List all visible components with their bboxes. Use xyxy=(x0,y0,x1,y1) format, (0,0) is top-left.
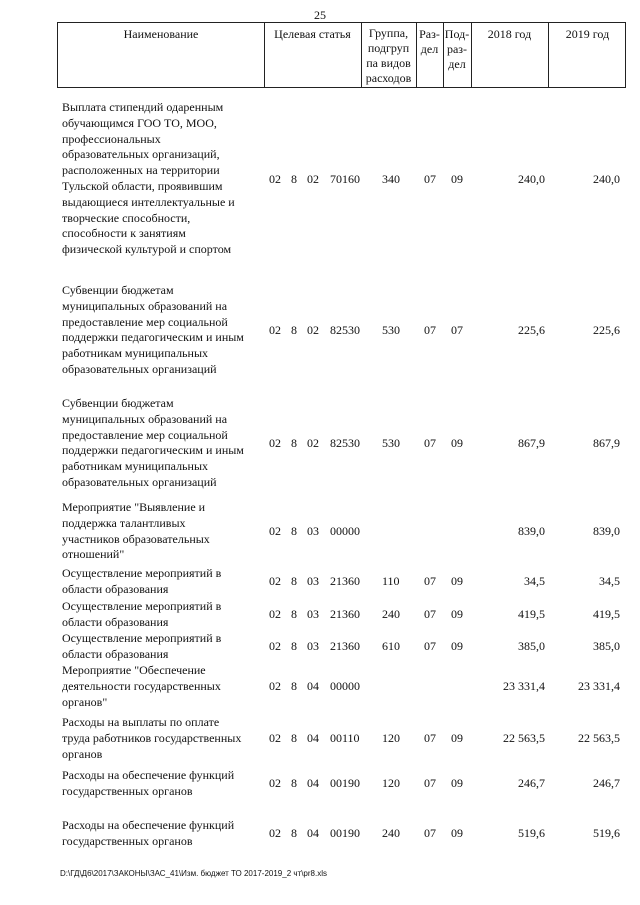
subsection-code: 09 xyxy=(451,435,463,450)
value-2018: 839,0 xyxy=(518,524,545,539)
row-name: Расходы на обеспечение функций государственных органов xyxy=(62,768,235,798)
code-part-3: 04 xyxy=(307,731,319,746)
section-code: 07 xyxy=(424,776,436,791)
row-name: Выплата стипендий одаренным обучающимся ГОО ТО, МОО, профессиональных образовательных организаций, расположенных на территории Тульской области, проявившим выдающиеся интеллектуальные и творческие способности, способности к занятиям физической культурой и спортом xyxy=(62,100,235,257)
code-part-1: 02 xyxy=(269,776,281,791)
section-code: 07 xyxy=(424,826,436,841)
code-part-2: 8 xyxy=(291,574,297,589)
code-part-1: 02 xyxy=(269,679,281,694)
value-2018: 246,7 xyxy=(518,776,545,791)
code-part-2: 8 xyxy=(291,679,297,694)
code-part-2: 8 xyxy=(291,171,297,186)
code-part-4: 00000 xyxy=(330,679,360,694)
code-part-2: 8 xyxy=(291,607,297,622)
row-name: Мероприятие "Выявление и поддержка талантливых участников образовательных отношений" xyxy=(62,500,210,562)
code-part-2: 8 xyxy=(291,435,297,450)
subsection-code: 09 xyxy=(451,171,463,186)
code-part-4: 00110 xyxy=(330,731,360,746)
expense-group: 240 xyxy=(382,607,400,622)
code-part-1: 02 xyxy=(269,826,281,841)
code-part-1: 02 xyxy=(269,574,281,589)
section-code: 07 xyxy=(424,731,436,746)
value-2019: 225,6 xyxy=(593,322,620,337)
row-name: Расходы на обеспечение функций государственных органов xyxy=(62,818,235,848)
code-part-1: 02 xyxy=(269,171,281,186)
code-part-2: 8 xyxy=(291,322,297,337)
value-2019: 240,0 xyxy=(593,171,620,186)
table-header xyxy=(57,22,626,88)
page-number: 25 xyxy=(314,8,326,22)
expense-group: 110 xyxy=(382,574,400,589)
subsection-code: 09 xyxy=(451,607,463,622)
code-part-3: 04 xyxy=(307,826,319,841)
value-2019: 839,0 xyxy=(593,524,620,539)
section-code: 07 xyxy=(424,435,436,450)
expense-group: 240 xyxy=(382,826,400,841)
code-part-4: 82530 xyxy=(330,435,360,450)
section-code: 07 xyxy=(424,574,436,589)
header-subsection: Под- раз- дел xyxy=(444,27,470,71)
code-part-1: 02 xyxy=(269,435,281,450)
code-part-2: 8 xyxy=(291,731,297,746)
value-2019: 385,0 xyxy=(593,639,620,654)
code-part-2: 8 xyxy=(291,826,297,841)
code-part-3: 04 xyxy=(307,679,319,694)
row-name: Осуществление мероприятий в области образования xyxy=(62,631,222,661)
code-part-1: 02 xyxy=(269,607,281,622)
value-2019: 246,7 xyxy=(593,776,620,791)
code-part-4: 00000 xyxy=(330,524,360,539)
value-2018: 867,9 xyxy=(518,435,545,450)
value-2018: 34,5 xyxy=(524,574,545,589)
code-part-4: 00190 xyxy=(330,776,360,791)
code-part-4: 21360 xyxy=(330,639,360,654)
value-2019: 23 331,4 xyxy=(578,679,620,694)
subsection-code: 07 xyxy=(451,322,463,337)
code-part-4: 21360 xyxy=(330,574,360,589)
code-part-3: 03 xyxy=(307,639,319,654)
code-part-4: 82530 xyxy=(330,322,360,337)
value-2018: 385,0 xyxy=(518,639,545,654)
code-part-3: 02 xyxy=(307,322,319,337)
expense-group: 610 xyxy=(382,639,400,654)
header-section: Раз- дел xyxy=(419,27,440,56)
section-code: 07 xyxy=(424,607,436,622)
code-part-3: 03 xyxy=(307,524,319,539)
value-2018: 23 331,4 xyxy=(503,679,545,694)
value-2018: 240,0 xyxy=(518,171,545,186)
subsection-code: 09 xyxy=(451,639,463,654)
code-part-3: 04 xyxy=(307,776,319,791)
value-2018: 519,6 xyxy=(518,826,545,841)
code-part-2: 8 xyxy=(291,639,297,654)
code-part-1: 02 xyxy=(269,639,281,654)
section-code: 07 xyxy=(424,171,436,186)
row-name: Субвенции бюджетам муниципальных образований на предоставление мер социальной поддержки педагогическим и иным работникам муниципальных образовательных организаций xyxy=(62,396,244,489)
row-name: Мероприятие "Обеспечение деятельности государственных органов" xyxy=(62,663,221,709)
subsection-code: 09 xyxy=(451,731,463,746)
code-part-3: 02 xyxy=(307,171,319,186)
expense-group: 120 xyxy=(382,776,400,791)
code-part-1: 02 xyxy=(269,322,281,337)
expense-group: 120 xyxy=(382,731,400,746)
subsection-code: 09 xyxy=(451,826,463,841)
code-part-2: 8 xyxy=(291,776,297,791)
value-2019: 419,5 xyxy=(593,607,620,622)
section-code: 07 xyxy=(424,639,436,654)
file-path-footer: D:\ГД\Д6\2017\ЗАКОНЫ\ЗАС_41\Изм. бюджет ТО 2017-2019_2 чт\pr8.xls xyxy=(60,869,327,878)
code-part-1: 02 xyxy=(269,524,281,539)
expense-group: 340 xyxy=(382,171,400,186)
code-part-3: 03 xyxy=(307,574,319,589)
section-code: 07 xyxy=(424,322,436,337)
row-name: Осуществление мероприятий в области образования xyxy=(62,599,222,629)
code-part-4: 00190 xyxy=(330,826,360,841)
row-name: Осуществление мероприятий в области образования xyxy=(62,566,222,596)
expense-group: 530 xyxy=(382,435,400,450)
header-name: Наименование xyxy=(123,27,199,41)
code-part-3: 03 xyxy=(307,607,319,622)
value-2018: 22 563,5 xyxy=(503,731,545,746)
value-2019: 34,5 xyxy=(599,574,620,589)
header-target-article: Целевая статья xyxy=(274,27,351,41)
value-2018: 419,5 xyxy=(518,607,545,622)
value-2019: 867,9 xyxy=(593,435,620,450)
subsection-code: 09 xyxy=(451,574,463,589)
row-name: Расходы на выплаты по оплате труда работников государственных органов xyxy=(62,715,242,761)
code-part-4: 21360 xyxy=(330,607,360,622)
row-name: Субвенции бюджетам муниципальных образований на предоставление мер социальной поддержки педагогическим и иным работникам муниципальных образовательных организаций xyxy=(62,283,244,376)
subsection-code: 09 xyxy=(451,776,463,791)
code-part-1: 02 xyxy=(269,731,281,746)
header-2018: 2018 год xyxy=(487,27,532,41)
value-2019: 22 563,5 xyxy=(578,731,620,746)
header-2019: 2019 год xyxy=(565,27,610,41)
expense-group: 530 xyxy=(382,322,400,337)
code-part-3: 02 xyxy=(307,435,319,450)
code-part-2: 8 xyxy=(291,524,297,539)
value-2018: 225,6 xyxy=(518,322,545,337)
value-2019: 519,6 xyxy=(593,826,620,841)
code-part-4: 70160 xyxy=(330,171,360,186)
header-group: Группа, подгруп па видов расходов xyxy=(365,26,412,85)
